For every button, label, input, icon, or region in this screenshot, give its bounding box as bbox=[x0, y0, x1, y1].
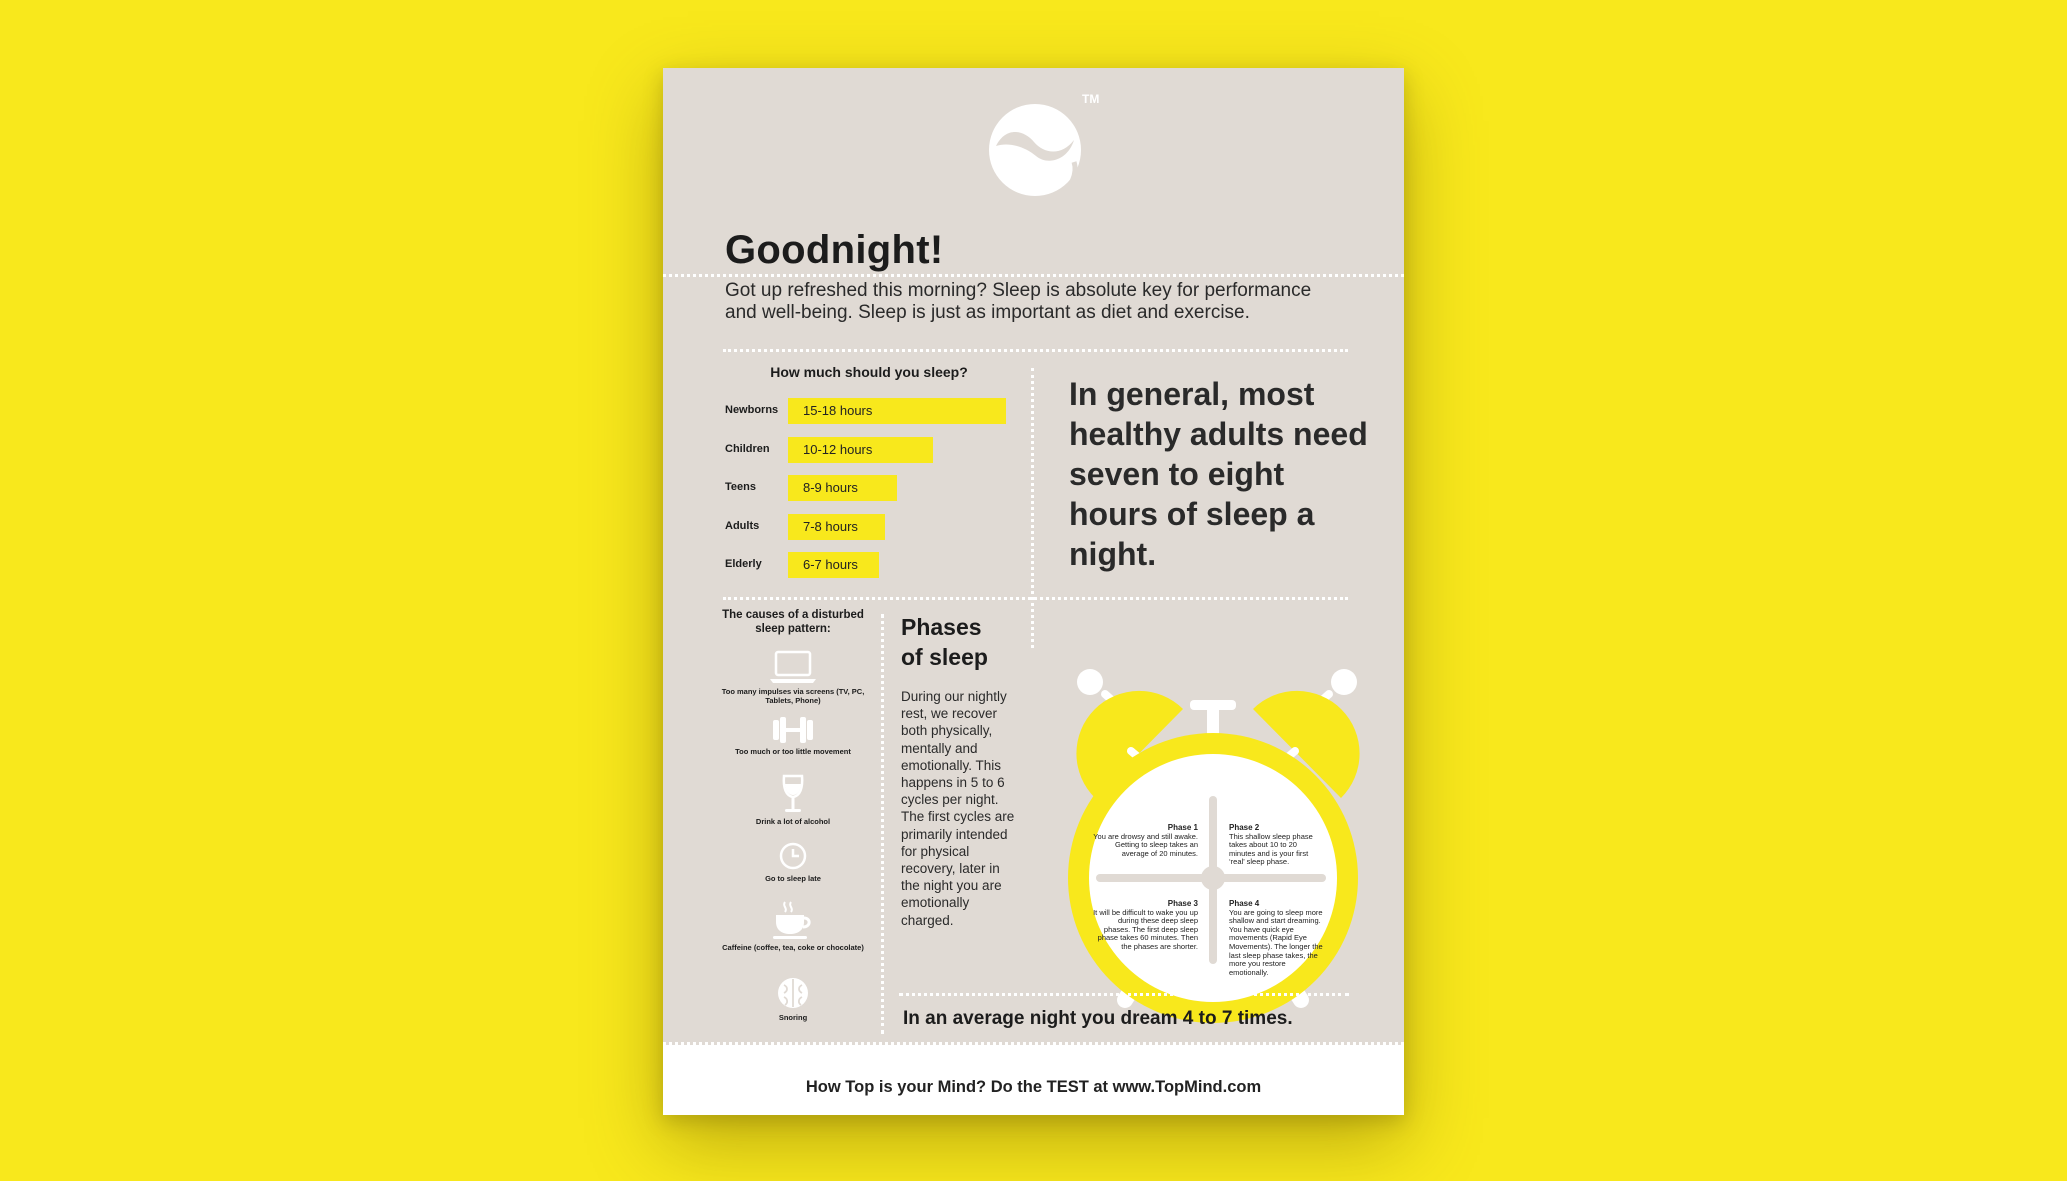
phase-1 bbox=[1093, 824, 1198, 858]
phase-4 bbox=[1229, 900, 1325, 977]
topmind-logo bbox=[978, 90, 1098, 210]
alarm-clock-illustration bbox=[1033, 616, 1403, 1056]
divider bbox=[899, 993, 1349, 996]
dream-fact: In an average night you dream 4 to 7 times. bbox=[903, 1008, 1293, 1029]
phase-text: It will be difficult to wake you up during these deep sleep phases. The first deep sleep phase takes 60 minutes. Then the phases are shorter. bbox=[1093, 907, 1198, 951]
divider bbox=[723, 349, 1348, 352]
clock-icon bbox=[778, 841, 808, 871]
footer-call-to-action[interactable]: How Top is your Mind? Do the TEST at www.TopMind.com bbox=[805, 1078, 1262, 1096]
cause-label: Too many impulses via screens (TV, PC, Tablets, Phone) bbox=[721, 687, 865, 705]
page-title: Goodnight! bbox=[725, 228, 944, 272]
phase-text: This shallow sleep phase takes about 10 to 20 minutes and is your first ‘real’ sleep phase. bbox=[1229, 831, 1313, 867]
bar: 10-12 hours bbox=[788, 437, 933, 463]
phases-body: During our nightly rest, we recover both physically, mentally and emotionally. This happens in 5 to 6 cycles per night. The first cycles are primarily intended for physical recovery, later in the night you are emotionally charged. bbox=[901, 689, 1015, 928]
phases-title-line: Phases bbox=[901, 614, 982, 640]
cause-caffeine bbox=[718, 900, 868, 952]
phase-title: Phase 2 bbox=[1229, 823, 1260, 832]
wine-glass-icon bbox=[778, 774, 808, 814]
bar-category-label: Teens bbox=[725, 481, 756, 493]
adults-sleep-quote: In general, most healthy adults need seven to eight hours of sleep a night. bbox=[1069, 376, 1368, 572]
cause-label: Too much or too little movement bbox=[735, 747, 851, 756]
bar: 15-18 hours bbox=[788, 398, 1006, 424]
cause-snoring bbox=[718, 976, 868, 1022]
dumbbell-icon bbox=[769, 716, 817, 744]
bar-category-label: Adults bbox=[725, 519, 760, 532]
chart-title: How much should you sleep? bbox=[770, 364, 968, 380]
phase-title: Phase 4 bbox=[1229, 899, 1260, 908]
cause-alcohol bbox=[718, 774, 868, 826]
phases-title bbox=[901, 612, 988, 672]
cause-screens bbox=[718, 650, 868, 705]
logo-mark-icon bbox=[978, 90, 1098, 210]
bar: 8-9 hours bbox=[788, 475, 897, 501]
cause-label: Drink a lot of alcohol bbox=[755, 817, 831, 826]
cause-label: Caffeine (coffee, tea, coke or chocolate) bbox=[722, 943, 864, 952]
bar-category-label: Newborns bbox=[725, 404, 779, 416]
phase-title: Phase 1 bbox=[1167, 823, 1198, 832]
divider bbox=[663, 274, 1404, 277]
cause-late-sleep bbox=[718, 841, 868, 883]
alarm-clock-icon bbox=[1033, 616, 1403, 1056]
divider bbox=[723, 597, 1348, 600]
bar: 7-8 hours bbox=[788, 514, 885, 540]
intro-text: Got up refreshed this morning? Sleep is absolute key for performance and well-being. Sleep is just as important as diet and exercise. bbox=[725, 280, 1312, 323]
phase-2 bbox=[1229, 824, 1325, 867]
phase-text: You are going to sleep more shallow and start dreaming. You have quick eye movements (Rapid Eye Movements). The longer the last sleep phase takes, the more you restore emotionally. bbox=[1229, 907, 1323, 977]
divider-vertical bbox=[1031, 368, 1034, 648]
bar: 6-7 hours bbox=[788, 552, 879, 578]
trademark-symbol: TM bbox=[1082, 92, 1100, 106]
cause-label: Snoring bbox=[778, 1013, 808, 1022]
phase-text: You are drowsy and still awake. Getting to sleep takes an average of 20 minutes. bbox=[1093, 831, 1198, 858]
divider-vertical bbox=[881, 614, 884, 1034]
phase-title: Phase 3 bbox=[1167, 899, 1198, 908]
brain-icon bbox=[776, 976, 810, 1010]
causes-title: The causes of a disturbed sleep pattern: bbox=[722, 609, 864, 635]
bar-category-label: Elderly bbox=[725, 558, 762, 570]
footer bbox=[663, 1045, 1404, 1115]
cause-movement bbox=[718, 716, 868, 756]
bar-category-label: Children bbox=[725, 442, 770, 455]
cause-label: Go to sleep late bbox=[765, 874, 821, 883]
phase-3 bbox=[1093, 900, 1198, 952]
poster bbox=[663, 68, 1404, 1115]
coffee-cup-icon bbox=[771, 900, 815, 940]
laptop-icon bbox=[769, 650, 817, 684]
phases-title-line: of sleep bbox=[901, 644, 988, 670]
